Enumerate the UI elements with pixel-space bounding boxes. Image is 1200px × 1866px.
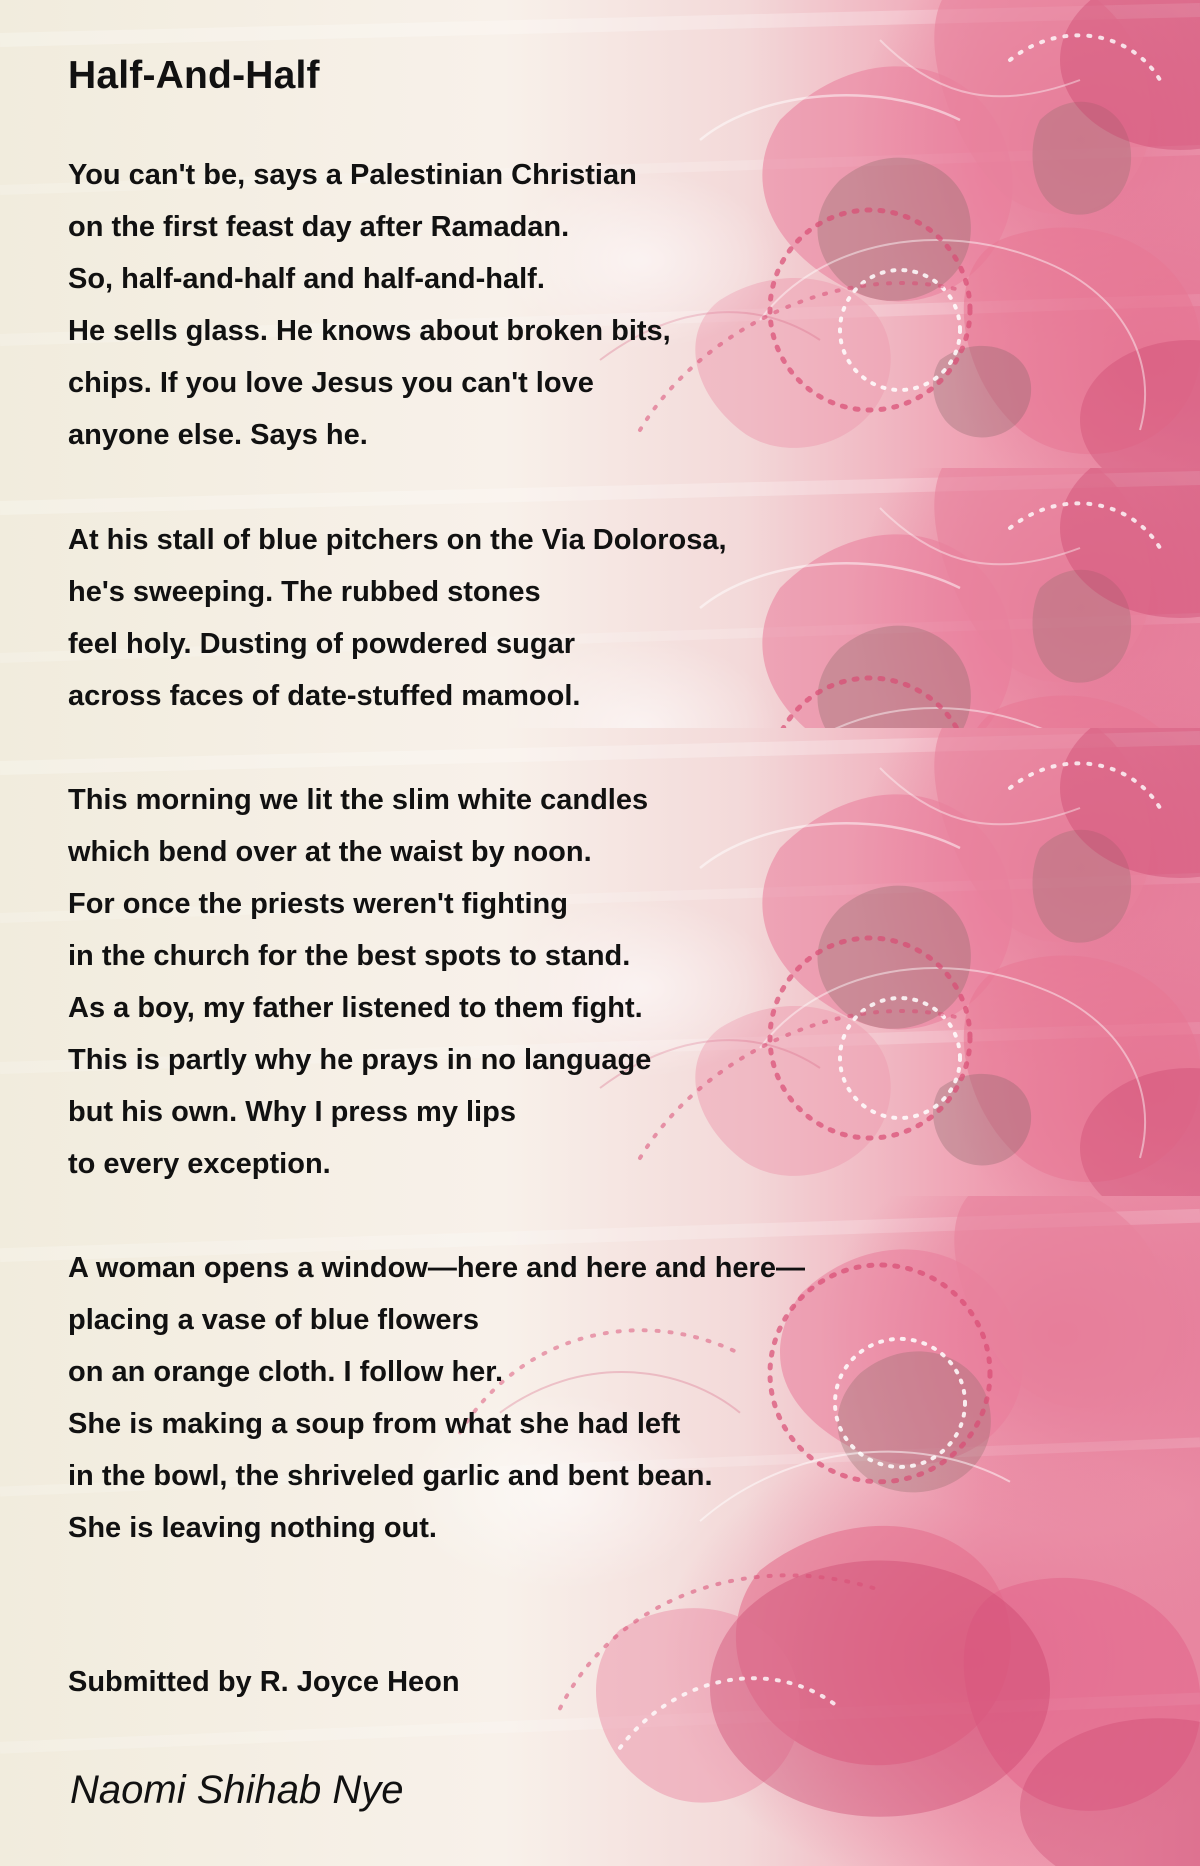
poem-line: in the church for the best spots to stand. bbox=[68, 940, 631, 972]
poem-line: She is making a soup from what she had left bbox=[68, 1408, 681, 1440]
poem-line: So, half-and-half and half-and-half. bbox=[68, 263, 545, 295]
poem-line: feel holy. Dusting of powdered sugar bbox=[68, 628, 576, 660]
poem-line: to every exception. bbox=[68, 1148, 331, 1180]
stanza-4 bbox=[68, 1242, 805, 1554]
poem-line: chips. If you love Jesus you can't love bbox=[68, 367, 594, 399]
poem-line: For once the priests weren't fighting bbox=[68, 888, 568, 920]
poem-line: anyone else. Says he. bbox=[68, 419, 368, 451]
poem-line: At his stall of blue pitchers on the Via Dolorosa, bbox=[68, 524, 727, 556]
poem-line: As a boy, my father listened to them fight. bbox=[68, 992, 643, 1024]
poem-line: which bend over at the waist by noon. bbox=[68, 836, 592, 868]
stanza-1 bbox=[68, 149, 671, 461]
poem-line: She is leaving nothing out. bbox=[68, 1512, 437, 1544]
poem-line: You can't be, says a Palestinian Christian bbox=[68, 159, 637, 191]
poem-line: placing a vase of blue flowers bbox=[68, 1304, 479, 1336]
poem-line: on the first feast day after Ramadan. bbox=[68, 211, 570, 243]
poem-line: This morning we lit the slim white candles bbox=[68, 784, 649, 816]
poem-line: he's sweeping. The rubbed stones bbox=[68, 576, 541, 608]
poem-line: across faces of date-stuffed mamool. bbox=[68, 680, 581, 712]
submitted-by: Submitted by R. Joyce Heon bbox=[68, 1666, 460, 1698]
author-name: Naomi Shihab Nye bbox=[70, 1768, 404, 1812]
poem-content bbox=[68, 0, 1168, 1866]
poem-line: This is partly why he prays in no language bbox=[68, 1044, 652, 1076]
poem-line: but his own. Why I press my lips bbox=[68, 1096, 516, 1128]
poem-title: Half-And-Half bbox=[68, 54, 320, 97]
poem-line: on an orange cloth. I follow her. bbox=[68, 1356, 504, 1388]
stanza-2 bbox=[68, 514, 727, 722]
poem-line: He sells glass. He knows about broken bits, bbox=[68, 315, 671, 347]
poem-line: A woman opens a window—here and here and here— bbox=[68, 1252, 805, 1284]
poem-line: in the bowl, the shriveled garlic and bent bean. bbox=[68, 1460, 713, 1492]
stanza-3 bbox=[68, 774, 651, 1190]
